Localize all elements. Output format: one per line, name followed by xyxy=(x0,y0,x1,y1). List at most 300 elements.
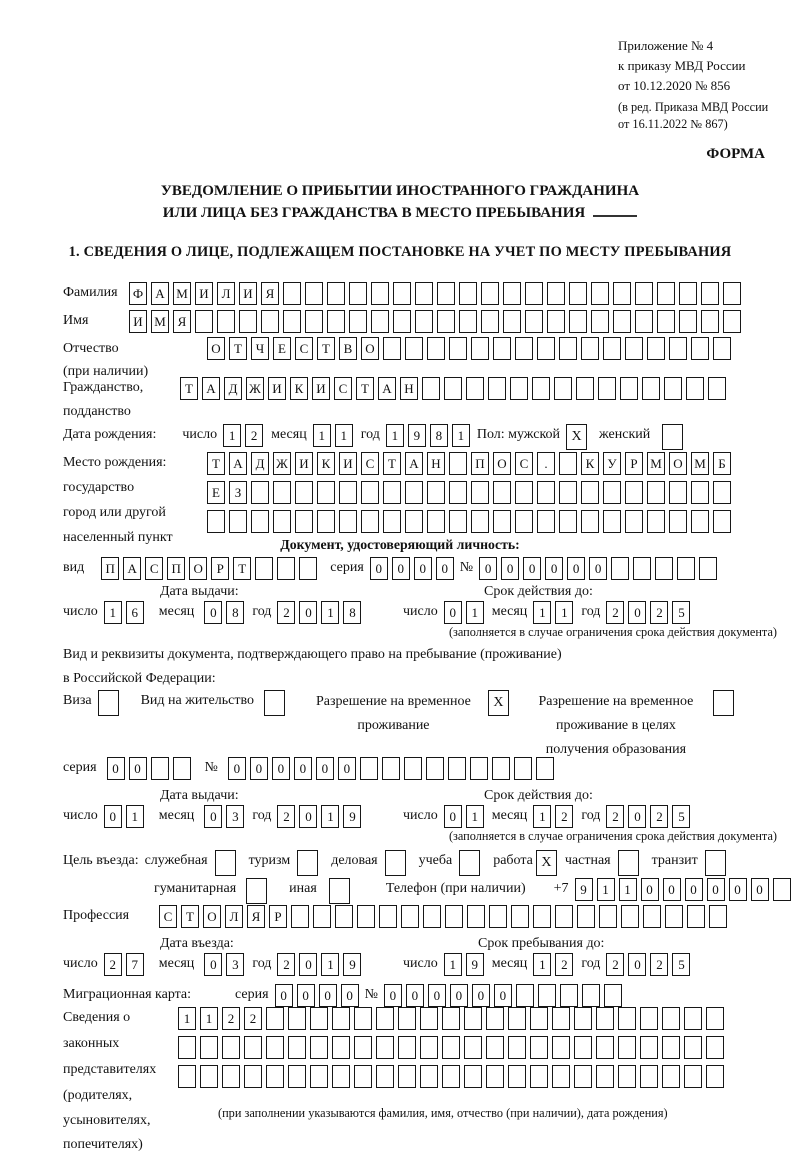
char-cell[interactable]: Т xyxy=(180,377,198,400)
char-cell[interactable] xyxy=(577,905,595,928)
char-cell[interactable] xyxy=(354,1007,372,1030)
char-cell[interactable] xyxy=(423,905,441,928)
char-cell[interactable] xyxy=(339,510,357,533)
char-cell[interactable]: 0 xyxy=(250,757,268,780)
char-cell[interactable] xyxy=(635,310,653,333)
char-cell[interactable]: 0 xyxy=(751,878,769,901)
char-cell[interactable] xyxy=(459,310,477,333)
char-cell[interactable] xyxy=(420,1065,438,1088)
char-cell[interactable] xyxy=(327,310,345,333)
char-cell[interactable] xyxy=(310,1065,328,1088)
char-cell[interactable] xyxy=(297,850,318,876)
char-cell[interactable] xyxy=(530,1007,548,1030)
char-cell[interactable] xyxy=(405,481,423,504)
char-cell[interactable]: 0 xyxy=(444,805,462,828)
char-cell[interactable] xyxy=(151,757,169,780)
char-cell[interactable] xyxy=(713,510,731,533)
char-cell[interactable]: 2 xyxy=(606,805,624,828)
char-cell[interactable]: 0 xyxy=(729,878,747,901)
char-cell[interactable]: 3 xyxy=(226,953,244,976)
char-cell[interactable] xyxy=(604,984,622,1007)
char-cell[interactable]: 0 xyxy=(567,557,585,580)
char-cell[interactable] xyxy=(508,1036,526,1059)
char-cell[interactable] xyxy=(371,282,389,305)
char-cell[interactable]: 0 xyxy=(299,601,317,624)
char-cell[interactable] xyxy=(493,337,511,360)
char-cell[interactable]: 2 xyxy=(277,953,295,976)
char-cell[interactable] xyxy=(283,282,301,305)
char-cell[interactable] xyxy=(515,510,533,533)
char-cell[interactable] xyxy=(691,481,709,504)
char-cell[interactable]: А xyxy=(151,282,169,305)
char-cell[interactable] xyxy=(515,481,533,504)
char-cell[interactable] xyxy=(635,282,653,305)
char-cell[interactable] xyxy=(405,510,423,533)
char-cell[interactable] xyxy=(492,757,510,780)
char-cell[interactable]: 1 xyxy=(466,601,484,624)
char-cell[interactable] xyxy=(449,510,467,533)
char-cell[interactable] xyxy=(317,481,335,504)
char-cell[interactable] xyxy=(442,1007,460,1030)
char-cell[interactable] xyxy=(313,905,331,928)
char-cell[interactable] xyxy=(625,481,643,504)
char-cell[interactable] xyxy=(554,377,572,400)
char-cell[interactable] xyxy=(357,905,375,928)
char-cell[interactable]: 8 xyxy=(226,601,244,624)
char-cell[interactable] xyxy=(684,1065,702,1088)
char-cell[interactable] xyxy=(525,282,543,305)
char-cell[interactable] xyxy=(713,337,731,360)
char-cell[interactable]: 0 xyxy=(685,878,703,901)
char-cell[interactable] xyxy=(361,481,379,504)
char-cell[interactable]: 3 xyxy=(226,805,244,828)
char-cell[interactable]: . xyxy=(537,452,555,475)
char-cell[interactable]: Е xyxy=(273,337,291,360)
char-cell[interactable]: С xyxy=(295,337,313,360)
char-cell[interactable] xyxy=(261,310,279,333)
char-cell[interactable] xyxy=(332,1065,350,1088)
char-cell[interactable]: 8 xyxy=(343,601,361,624)
char-cell[interactable] xyxy=(255,557,273,580)
char-cell[interactable] xyxy=(613,310,631,333)
char-cell[interactable] xyxy=(486,1065,504,1088)
char-cell[interactable]: 0 xyxy=(370,557,388,580)
char-cell[interactable]: 0 xyxy=(107,757,125,780)
char-cell[interactable]: И xyxy=(195,282,213,305)
char-cell[interactable]: И xyxy=(339,452,357,475)
char-cell[interactable]: А xyxy=(123,557,141,580)
char-cell[interactable]: 2 xyxy=(222,1007,240,1030)
char-cell[interactable] xyxy=(706,1036,724,1059)
char-cell[interactable] xyxy=(701,282,719,305)
char-cell[interactable] xyxy=(574,1036,592,1059)
char-cell[interactable] xyxy=(459,282,477,305)
char-cell[interactable] xyxy=(511,905,529,928)
char-cell[interactable]: Т xyxy=(233,557,251,580)
char-cell[interactable] xyxy=(266,1036,284,1059)
char-cell[interactable]: А xyxy=(202,377,220,400)
sex-female-checkbox[interactable] xyxy=(662,424,683,450)
char-cell[interactable] xyxy=(329,878,350,904)
char-cell[interactable]: 0 xyxy=(523,557,541,580)
option-residence-permit-checkbox[interactable] xyxy=(264,690,285,716)
char-cell[interactable] xyxy=(398,1036,416,1059)
char-cell[interactable]: 0 xyxy=(129,757,147,780)
char-cell[interactable]: К xyxy=(581,452,599,475)
char-cell[interactable]: X xyxy=(566,424,587,450)
char-cell[interactable] xyxy=(449,452,467,475)
char-cell[interactable] xyxy=(613,282,631,305)
char-cell[interactable] xyxy=(508,1065,526,1088)
char-cell[interactable] xyxy=(420,1036,438,1059)
purpose-humanitarian-checkbox[interactable] xyxy=(246,878,267,904)
char-cell[interactable] xyxy=(705,850,726,876)
char-cell[interactable] xyxy=(360,757,378,780)
char-cell[interactable] xyxy=(481,310,499,333)
char-cell[interactable] xyxy=(444,377,462,400)
char-cell[interactable] xyxy=(437,310,455,333)
char-cell[interactable] xyxy=(555,905,573,928)
char-cell[interactable] xyxy=(222,1036,240,1059)
char-cell[interactable] xyxy=(596,1065,614,1088)
char-cell[interactable] xyxy=(327,282,345,305)
char-cell[interactable]: Я xyxy=(261,282,279,305)
char-cell[interactable] xyxy=(633,557,651,580)
char-cell[interactable] xyxy=(295,481,313,504)
char-cell[interactable]: 0 xyxy=(545,557,563,580)
char-cell[interactable]: 0 xyxy=(299,953,317,976)
char-cell[interactable] xyxy=(493,481,511,504)
char-cell[interactable] xyxy=(422,377,440,400)
char-cell[interactable] xyxy=(569,282,587,305)
char-cell[interactable] xyxy=(464,1007,482,1030)
char-cell[interactable] xyxy=(442,1036,460,1059)
char-cell[interactable] xyxy=(486,1007,504,1030)
char-cell[interactable] xyxy=(691,337,709,360)
char-cell[interactable]: Т xyxy=(229,337,247,360)
char-cell[interactable]: 5 xyxy=(672,953,690,976)
char-cell[interactable]: 0 xyxy=(436,557,454,580)
char-cell[interactable]: Н xyxy=(400,377,418,400)
char-cell[interactable] xyxy=(525,310,543,333)
purpose-tourism-checkbox[interactable] xyxy=(297,850,318,876)
char-cell[interactable] xyxy=(503,282,521,305)
char-cell[interactable] xyxy=(569,310,587,333)
char-cell[interactable] xyxy=(277,557,295,580)
char-cell[interactable] xyxy=(603,510,621,533)
char-cell[interactable] xyxy=(376,1065,394,1088)
char-cell[interactable] xyxy=(530,1036,548,1059)
char-cell[interactable]: 2 xyxy=(277,805,295,828)
char-cell[interactable]: 0 xyxy=(479,557,497,580)
char-cell[interactable] xyxy=(299,557,317,580)
char-cell[interactable] xyxy=(538,984,556,1007)
char-cell[interactable] xyxy=(533,905,551,928)
char-cell[interactable] xyxy=(598,377,616,400)
char-cell[interactable] xyxy=(591,282,609,305)
char-cell[interactable]: 2 xyxy=(650,805,668,828)
char-cell[interactable]: 0 xyxy=(316,757,334,780)
char-cell[interactable] xyxy=(713,481,731,504)
char-cell[interactable]: Т xyxy=(181,905,199,928)
char-cell[interactable]: 2 xyxy=(245,424,263,447)
char-cell[interactable]: 5 xyxy=(672,601,690,624)
char-cell[interactable] xyxy=(339,481,357,504)
char-cell[interactable] xyxy=(618,1007,636,1030)
char-cell[interactable] xyxy=(420,1007,438,1030)
char-cell[interactable]: М xyxy=(173,282,191,305)
char-cell[interactable] xyxy=(536,757,554,780)
purpose-transit-checkbox[interactable] xyxy=(705,850,726,876)
char-cell[interactable]: 1 xyxy=(223,424,241,447)
char-cell[interactable] xyxy=(449,337,467,360)
char-cell[interactable]: О xyxy=(189,557,207,580)
char-cell[interactable] xyxy=(459,850,480,876)
char-cell[interactable]: Л xyxy=(225,905,243,928)
char-cell[interactable]: 1 xyxy=(555,601,573,624)
char-cell[interactable] xyxy=(669,510,687,533)
char-cell[interactable]: А xyxy=(229,452,247,475)
char-cell[interactable]: Т xyxy=(317,337,335,360)
char-cell[interactable] xyxy=(582,984,600,1007)
char-cell[interactable] xyxy=(547,282,565,305)
char-cell[interactable] xyxy=(264,690,285,716)
char-cell[interactable] xyxy=(603,481,621,504)
char-cell[interactable] xyxy=(537,337,555,360)
char-cell[interactable]: 0 xyxy=(628,601,646,624)
char-cell[interactable]: 5 xyxy=(672,805,690,828)
char-cell[interactable]: 2 xyxy=(650,601,668,624)
char-cell[interactable]: В xyxy=(339,337,357,360)
char-cell[interactable] xyxy=(552,1036,570,1059)
char-cell[interactable]: 0 xyxy=(444,601,462,624)
char-cell[interactable]: 0 xyxy=(204,953,222,976)
char-cell[interactable] xyxy=(664,377,682,400)
char-cell[interactable]: И xyxy=(268,377,286,400)
char-cell[interactable] xyxy=(508,1007,526,1030)
char-cell[interactable]: А xyxy=(405,452,423,475)
purpose-study-checkbox[interactable] xyxy=(459,850,480,876)
char-cell[interactable] xyxy=(466,377,484,400)
char-cell[interactable] xyxy=(679,310,697,333)
char-cell[interactable]: 0 xyxy=(450,984,468,1007)
char-cell[interactable] xyxy=(178,1036,196,1059)
char-cell[interactable] xyxy=(393,310,411,333)
char-cell[interactable] xyxy=(398,1065,416,1088)
char-cell[interactable] xyxy=(486,1036,504,1059)
char-cell[interactable]: П xyxy=(101,557,119,580)
char-cell[interactable]: 0 xyxy=(228,757,246,780)
char-cell[interactable]: Р xyxy=(625,452,643,475)
char-cell[interactable]: И xyxy=(312,377,330,400)
char-cell[interactable]: 2 xyxy=(650,953,668,976)
char-cell[interactable]: Р xyxy=(269,905,287,928)
char-cell[interactable]: 2 xyxy=(555,805,573,828)
char-cell[interactable]: X xyxy=(536,850,557,876)
char-cell[interactable] xyxy=(581,510,599,533)
char-cell[interactable] xyxy=(244,1036,262,1059)
char-cell[interactable] xyxy=(332,1007,350,1030)
char-cell[interactable] xyxy=(200,1065,218,1088)
char-cell[interactable] xyxy=(215,850,236,876)
char-cell[interactable]: 0 xyxy=(406,984,424,1007)
char-cell[interactable]: О xyxy=(203,905,221,928)
char-cell[interactable] xyxy=(404,757,422,780)
char-cell[interactable]: Ч xyxy=(251,337,269,360)
char-cell[interactable]: 0 xyxy=(414,557,432,580)
char-cell[interactable]: 1 xyxy=(313,424,331,447)
char-cell[interactable]: Ж xyxy=(246,377,264,400)
char-cell[interactable]: О xyxy=(669,452,687,475)
char-cell[interactable] xyxy=(709,905,727,928)
char-cell[interactable] xyxy=(723,282,741,305)
char-cell[interactable]: 1 xyxy=(126,805,144,828)
char-cell[interactable] xyxy=(393,282,411,305)
char-cell[interactable]: 0 xyxy=(707,878,725,901)
char-cell[interactable]: 1 xyxy=(321,805,339,828)
char-cell[interactable]: 2 xyxy=(606,953,624,976)
char-cell[interactable] xyxy=(621,905,639,928)
char-cell[interactable] xyxy=(647,337,665,360)
char-cell[interactable] xyxy=(335,905,353,928)
char-cell[interactable] xyxy=(699,557,717,580)
char-cell[interactable] xyxy=(503,310,521,333)
char-cell[interactable]: 0 xyxy=(641,878,659,901)
char-cell[interactable] xyxy=(691,510,709,533)
char-cell[interactable] xyxy=(640,1065,658,1088)
char-cell[interactable]: 0 xyxy=(204,805,222,828)
char-cell[interactable] xyxy=(532,377,550,400)
char-cell[interactable] xyxy=(379,905,397,928)
char-cell[interactable]: 0 xyxy=(494,984,512,1007)
char-cell[interactable]: И xyxy=(295,452,313,475)
char-cell[interactable]: П xyxy=(471,452,489,475)
char-cell[interactable] xyxy=(448,757,466,780)
char-cell[interactable] xyxy=(530,1065,548,1088)
char-cell[interactable]: 0 xyxy=(294,757,312,780)
char-cell[interactable] xyxy=(305,282,323,305)
char-cell[interactable]: 1 xyxy=(444,953,462,976)
char-cell[interactable]: 1 xyxy=(335,424,353,447)
char-cell[interactable] xyxy=(493,510,511,533)
char-cell[interactable] xyxy=(669,337,687,360)
char-cell[interactable] xyxy=(640,1007,658,1030)
char-cell[interactable]: 0 xyxy=(104,805,122,828)
char-cell[interactable]: 1 xyxy=(597,878,615,901)
char-cell[interactable]: 0 xyxy=(392,557,410,580)
char-cell[interactable] xyxy=(647,481,665,504)
char-cell[interactable] xyxy=(596,1007,614,1030)
char-cell[interactable]: 2 xyxy=(606,601,624,624)
char-cell[interactable] xyxy=(662,1007,680,1030)
char-cell[interactable] xyxy=(354,1036,372,1059)
char-cell[interactable]: Ф xyxy=(129,282,147,305)
char-cell[interactable] xyxy=(655,557,673,580)
char-cell[interactable] xyxy=(471,510,489,533)
sex-male-checkbox[interactable] xyxy=(566,424,587,450)
phone-cells[interactable] xyxy=(575,878,791,901)
char-cell[interactable] xyxy=(618,1065,636,1088)
char-cell[interactable]: О xyxy=(493,452,511,475)
char-cell[interactable]: С xyxy=(159,905,177,928)
char-cell[interactable] xyxy=(574,1007,592,1030)
char-cell[interactable] xyxy=(467,905,485,928)
char-cell[interactable] xyxy=(581,337,599,360)
char-cell[interactable] xyxy=(640,1036,658,1059)
char-cell[interactable] xyxy=(489,905,507,928)
char-cell[interactable]: У xyxy=(603,452,621,475)
char-cell[interactable] xyxy=(591,310,609,333)
char-cell[interactable]: 1 xyxy=(321,953,339,976)
char-cell[interactable] xyxy=(383,337,401,360)
char-cell[interactable]: 0 xyxy=(663,878,681,901)
char-cell[interactable]: Я xyxy=(247,905,265,928)
char-cell[interactable]: Р xyxy=(211,557,229,580)
char-cell[interactable] xyxy=(246,878,267,904)
char-cell[interactable] xyxy=(273,481,291,504)
char-cell[interactable] xyxy=(288,1036,306,1059)
char-cell[interactable]: 0 xyxy=(341,984,359,1007)
char-cell[interactable]: 9 xyxy=(575,878,593,901)
char-cell[interactable] xyxy=(383,510,401,533)
purpose-official-checkbox[interactable] xyxy=(215,850,236,876)
char-cell[interactable] xyxy=(552,1007,570,1030)
char-cell[interactable] xyxy=(537,481,555,504)
char-cell[interactable] xyxy=(599,905,617,928)
char-cell[interactable] xyxy=(310,1007,328,1030)
char-cell[interactable]: О xyxy=(361,337,379,360)
char-cell[interactable] xyxy=(437,282,455,305)
char-cell[interactable] xyxy=(679,282,697,305)
char-cell[interactable] xyxy=(288,1065,306,1088)
char-cell[interactable] xyxy=(516,984,534,1007)
char-cell[interactable] xyxy=(349,282,367,305)
char-cell[interactable] xyxy=(291,905,309,928)
char-cell[interactable] xyxy=(625,337,643,360)
char-cell[interactable]: 1 xyxy=(533,805,551,828)
char-cell[interactable]: 0 xyxy=(472,984,490,1007)
char-cell[interactable]: 0 xyxy=(628,953,646,976)
char-cell[interactable] xyxy=(376,1036,394,1059)
char-cell[interactable]: 1 xyxy=(200,1007,218,1030)
char-cell[interactable]: 9 xyxy=(466,953,484,976)
char-cell[interactable] xyxy=(305,310,323,333)
char-cell[interactable] xyxy=(426,757,444,780)
char-cell[interactable] xyxy=(574,1065,592,1088)
char-cell[interactable]: 1 xyxy=(321,601,339,624)
char-cell[interactable]: 0 xyxy=(275,984,293,1007)
char-cell[interactable] xyxy=(706,1065,724,1088)
char-cell[interactable] xyxy=(382,757,400,780)
char-cell[interactable]: 9 xyxy=(343,805,361,828)
char-cell[interactable] xyxy=(266,1007,284,1030)
char-cell[interactable]: О xyxy=(207,337,225,360)
char-cell[interactable] xyxy=(415,310,433,333)
char-cell[interactable] xyxy=(427,481,445,504)
char-cell[interactable] xyxy=(657,282,675,305)
char-cell[interactable] xyxy=(464,1036,482,1059)
char-cell[interactable]: 0 xyxy=(319,984,337,1007)
char-cell[interactable] xyxy=(706,1007,724,1030)
char-cell[interactable] xyxy=(207,510,225,533)
char-cell[interactable]: Д xyxy=(251,452,269,475)
char-cell[interactable] xyxy=(657,310,675,333)
char-cell[interactable]: 9 xyxy=(408,424,426,447)
char-cell[interactable]: 1 xyxy=(533,953,551,976)
char-cell[interactable]: С xyxy=(361,452,379,475)
char-cell[interactable] xyxy=(686,377,704,400)
char-cell[interactable] xyxy=(669,481,687,504)
